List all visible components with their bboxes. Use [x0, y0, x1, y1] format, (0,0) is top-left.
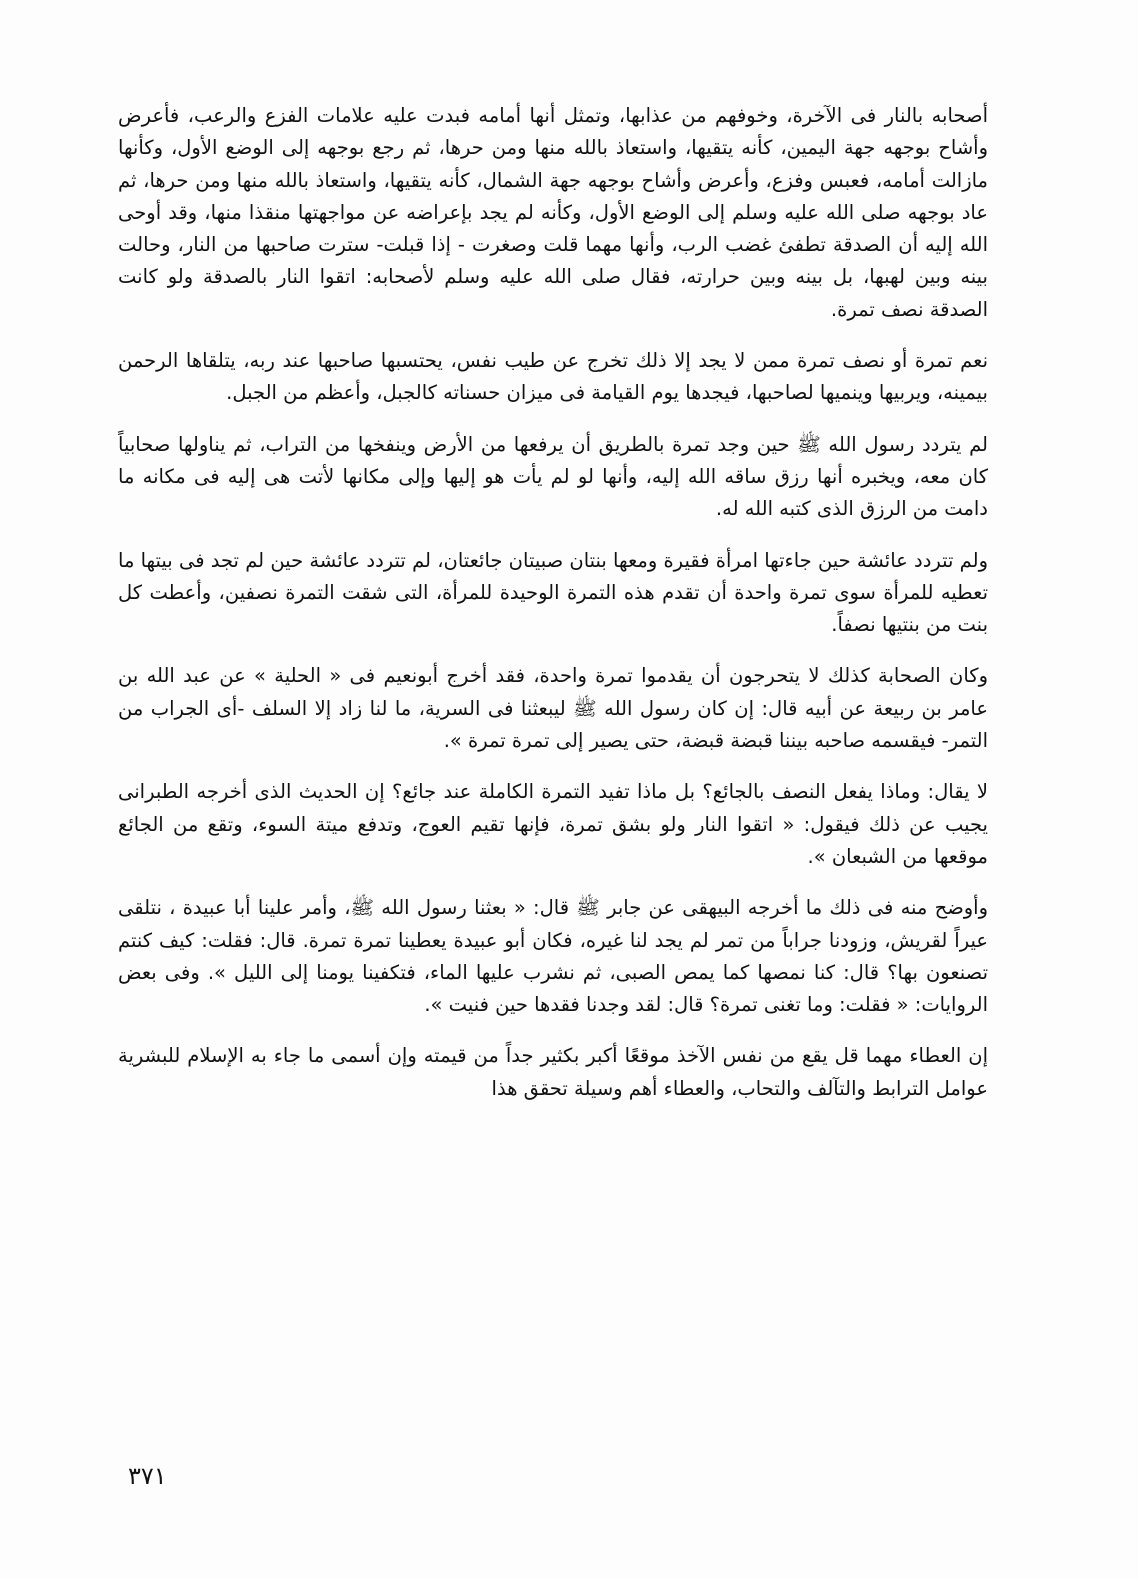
paragraph-7: وأوضح منه فى ذلك ما أخرجه البيهقى عن جابر ﷺ قال: « بعثنا رسول الله ﷺ، وأمر علينا أبا عبيدة ، نتلقى عيراً لقريش، وزودنا جراباً من تمر لم يجد لنا غيره، فكان أبو عبيدة يعطينا تمرة تمرة. قال: فقلت: كيف كنتم تصنعون بها؟ قال: كنا نمصها كما يمص الصبى، ثم نشرب عليها الماء، فتكفينا يومنا إلى الليل ». وفى بعض الروايات: « فقلت: وما تغنى تمرة؟ قال: لقد وجدنا فقدها حين فنيت ». — [118, 896, 988, 1017]
paragraph-5: وكان الصحابة كذلك لا يتحرجون أن يقدموا تمرة واحدة، فقد أخرج أبونعيم فى « الحلية » عن عبد الله بن عامر بن ربيعة عن أبيه قال: إن كان رسول الله ﷺ ليبعثنا فى السرية، ما لنا زاد إلا السلف -أى الجراب من التمر- فيقسمه صاحبه بيننا قبضة قبضة، حتى يصير إلى تمرة تمرة ». — [118, 664, 988, 753]
paragraph-4: ولم تتردد عائشة حين جاءتها امرأة فقيرة ومعها بنتان صبيتان جائعتان، لم تتردد عائشة حين لم تجد فى بيتها ما تعطيه للمرأة سوى تمرة واحدة أن تقدم هذه التمرة الوحيدة للمرأة، التى شقت التمرة نصفين، وأعطت كل بنت من بنتيها نصفاً. — [118, 548, 988, 637]
body-text — [118, 100, 988, 1124]
page-number: ٣٧١ — [128, 1462, 167, 1490]
paragraph-1: أصحابه بالنار فى الآخرة، وخوفهم من عذابها، وتمثل أنها أمامه فبدت عليه علامات الفزع والرعب، فأعرض وأشاح بوجهه جهة اليمين، كأنه يتقيها، واستعاذ بالله منها ومن حرها، ثم رجع بوجهه إلى الوضع الأول، وكأنها مازالت أمامه، فعبس وفزع، وأعرض وأشاح بوجهه جهة الشمال، كأنه يتقيها، واستعاذ بالله منها ومن حرها، ثم عاد بوجهه صلى الله عليه وسلم إلى الوضع الأول، وكأنه لم يجد بإعراضه عن مواجهتها منقذا منها، وقد أوحى الله إليه أن الصدقة تطفئ غضب الرب، وأنها مهما قلت وصغرت - إذا قبلت- سترت صاحبها من النار، وحالت بينه وبين لهبها، بل بينه وبين حرارته، فقال صلى الله عليه وسلم لأصحابه: اتقوا النار بالصدقة ولو كانت الصدقة نصف تمرة. — [118, 104, 988, 321]
paragraph-8: إن العطاء مهما قل يقع من نفس الآخذ موقعًا أكبر بكثير جداً من قيمته وإن أسمى ما جاء به الإسلام للبشرية عوامل الترابط والتآلف والتحاب، والعطاء أهم وسيلة تحقق هذا — [118, 1044, 988, 1100]
paragraph-6: لا يقال: وماذا يفعل النصف بالجائع؟ بل ماذا تفيد التمرة الكاملة عند جائع؟ إن الحديث الذى أخرجه الطبرانى يجيب عن ذلك فيقول: « اتقوا النار ولو بشق تمرة، فإنها تقيم العوج، وتدفع ميتة السوء، وتقع من الجائع موقعها من الشبعان ». — [118, 780, 988, 868]
paragraph-3: لم يتردد رسول الله ﷺ حين وجد تمرة بالطريق أن يرفعها من الأرض وينفخها من التراب، ثم يناولها صحابياً كان معه، ويخبره أنها رزق ساقه الله إليه، وأنها لو لم يأت هو إليها وإلى مكانها لأتت هى إليه فى مكانه ما دامت من الرزق الذى كتبه الله له. — [118, 432, 988, 521]
paragraph-2: نعم تمرة أو نصف تمرة ممن لا يجد إلا ذلك تخرج عن طيب نفس، يحتسبها صاحبها عند ربه، يتلقاها الرحمن بيمينه، ويربيها وينميها لصاحبها، فيجدها يوم القيامة فى ميزان حسناته كالجبل، وأعظم من الجبل. — [118, 349, 988, 405]
